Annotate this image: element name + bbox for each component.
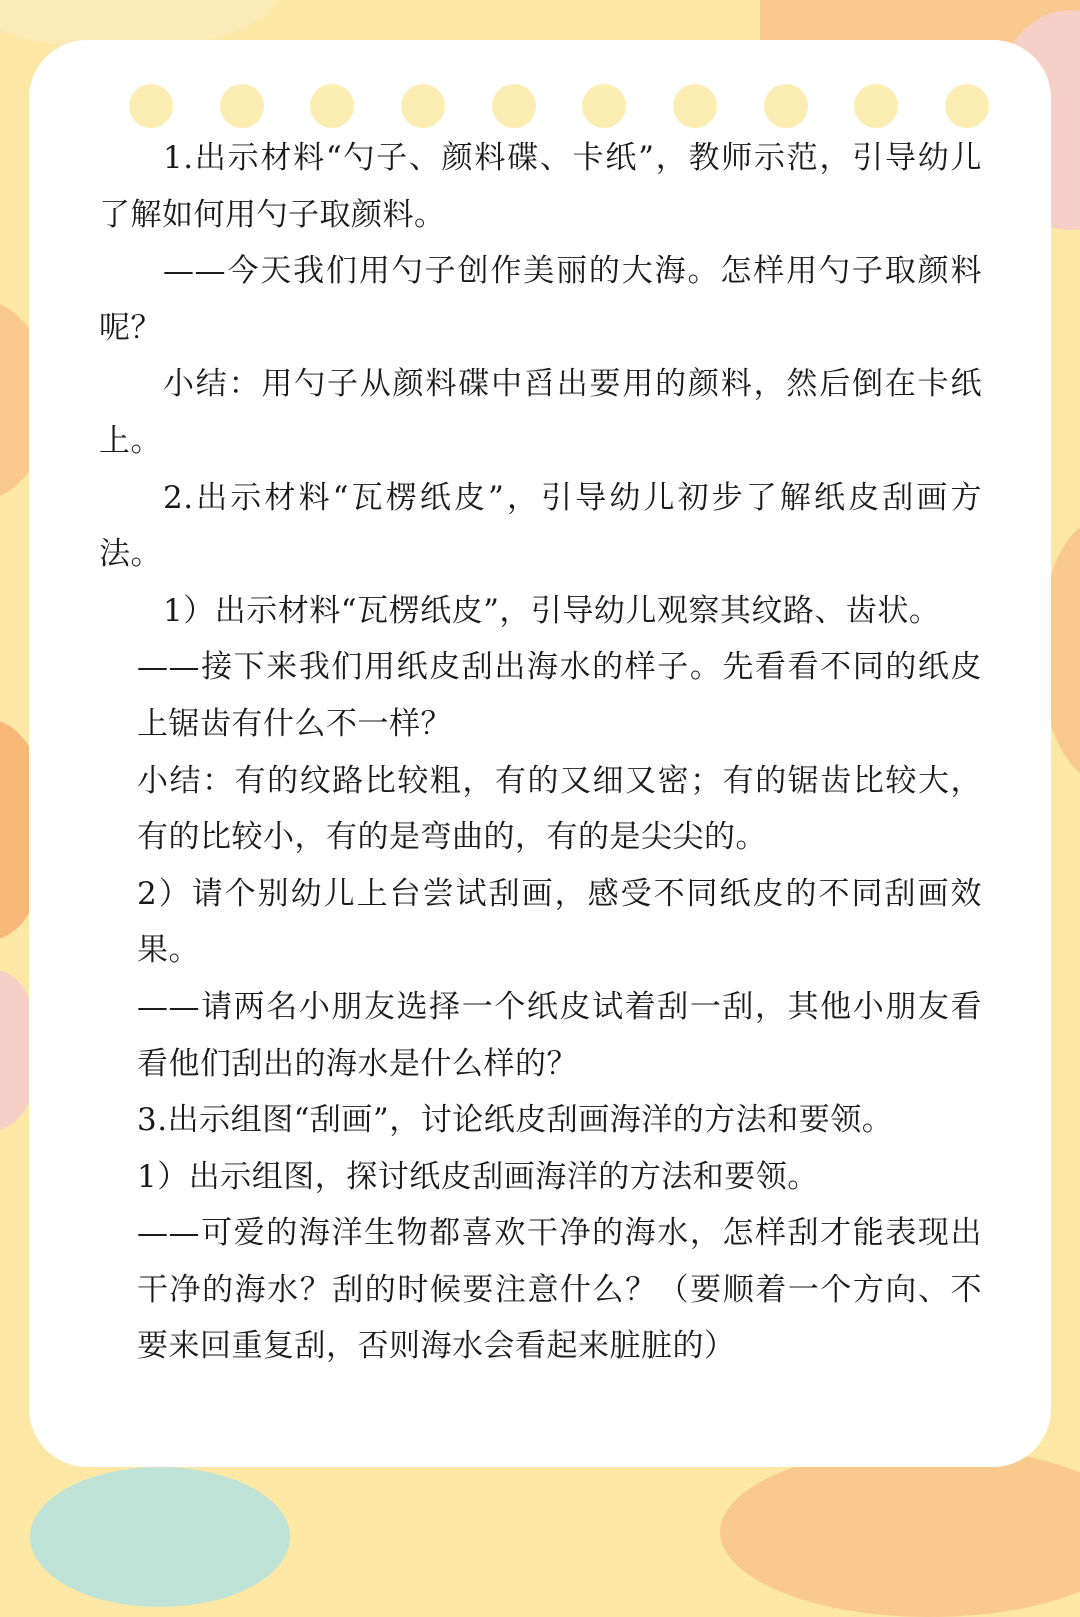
background-shape [30, 1467, 290, 1607]
decorative-dots [129, 84, 989, 128]
paragraph: 小结：用勺子从颜料碟中舀出要用的颜料，然后倒在卡纸上。 [99, 366, 982, 459]
background-shape [720, 1447, 1080, 1617]
dot-decoration [401, 84, 445, 128]
dot-decoration [492, 84, 536, 128]
paragraph: 3.出示组图“刮画”，讨论纸皮刮画海洋的方法和要领。 [137, 1102, 894, 1139]
dot-decoration [673, 84, 717, 128]
dot-decoration [310, 84, 354, 128]
paragraph: 2）请个别幼儿上台尝试刮画，感受不同纸皮的不同刮画效果。 [137, 875, 982, 969]
dot-decoration [764, 84, 808, 128]
content-card [29, 40, 1051, 1467]
paragraph: ——可爱的海洋生物都喜欢干净的海水，怎样刮才能表现出干净的海水？刮的时候要注意什么？（要顺着一个方向、不要来回重复刮，否则海水会看起来脏脏的） [137, 1215, 982, 1365]
paragraph: 2.出示材料“瓦楞纸皮”，引导幼儿初步了解纸皮刮画方法。 [99, 479, 982, 573]
dot-decoration [945, 84, 989, 128]
paragraph: ——请两名小朋友选择一个纸皮试着刮一刮，其他小朋友看看他们刮出的海水是什么样的？ [137, 988, 982, 1082]
dot-decoration [582, 84, 626, 128]
document-body [99, 130, 982, 1375]
dot-decoration [220, 84, 264, 128]
paragraph: 1）出示组图，探讨纸皮刮画海洋的方法和要领。 [137, 1158, 819, 1195]
dot-decoration [854, 84, 898, 128]
paragraph: 小结：有的纹路比较粗，有的又细又密；有的锯齿比较大，有的比较小，有的是弯曲的，有的是尖尖的。 [137, 762, 982, 856]
paragraph: 1）出示材料“瓦楞纸皮”，引导幼儿观察其纹路、齿状。 [163, 592, 941, 629]
paragraph: ——接下来我们用纸皮刮出海水的样子。先看看不同的纸皮上锯齿有什么不一样？ [137, 649, 982, 742]
paragraph: 1.出示材料“勺子、颜料碟、卡纸”，教师示范，引导幼儿了解如何用勺子取颜料。 [99, 140, 982, 233]
dot-decoration [129, 84, 173, 128]
paragraph: ——今天我们用勺子创作美丽的大海。怎样用勺子取颜料呢？ [99, 253, 982, 346]
